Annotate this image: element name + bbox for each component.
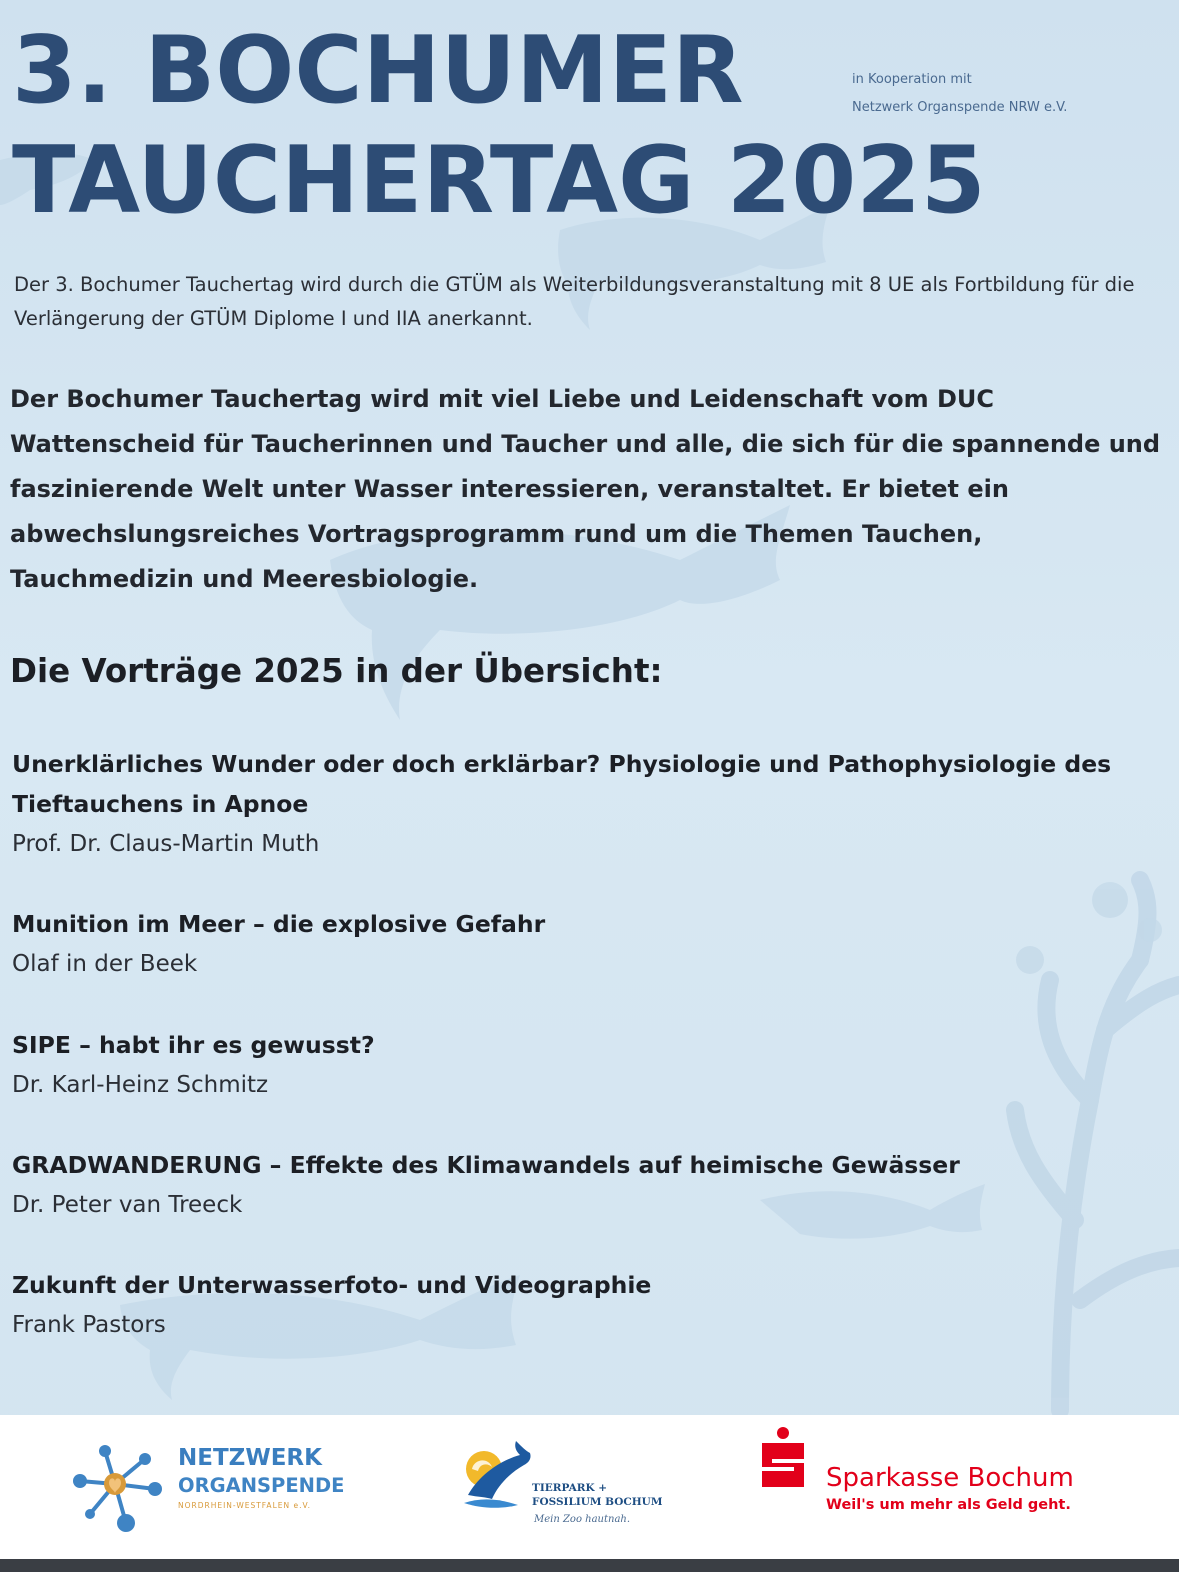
talk-title: Unerklärliches Wunder oder doch erklärbar? Physiologie und Pathophysiologie des Tieftauchens in Apnoe (12, 750, 1112, 818)
intro-paragraph: Der 3. Bochumer Tauchertag wird durch die GTÜM als Weiterbildungsveranstaltung mit 8 UE als Fortbildung für die Verlängerung der GTÜM Diplome I und IIA anerkannt. (14, 273, 1135, 330)
description-paragraph: Der Bochumer Tauchertag wird mit viel Liebe und Leidenschaft vom DUC Wattenscheid für Taucherinnen und Taucher und alle, die sich für die spannende und faszinierende Welt unter Wasser interessieren, veranstaltet. Er bietet ein abwechslungsreiches Vortragsprogramm rund um die Themen Tauchen, Tauchmedizin und Meeresbiologie. (10, 385, 1161, 593)
tierpark-slogan: Mein Zoo hautnah. (534, 1514, 631, 1525)
bottom-strip (0, 1559, 1179, 1572)
dolphin-sun-icon (458, 1433, 538, 1513)
page-title-line2: TAUCHERTAG 2025 (12, 126, 986, 234)
talk-item (12, 744, 1162, 864)
cooperation-line1: in Kooperation mit (852, 72, 972, 87)
sparkasse-slogan: Weil's um mehr als Geld geht. (826, 1497, 1071, 1513)
talk-title: Zukunft der Unterwasserfoto- und Videographie (12, 1271, 652, 1299)
tierpark-label-line1: TIERPARK + (532, 1482, 608, 1494)
talks-heading: Die Vorträge 2025 in der Übersicht: (10, 652, 663, 690)
netzwerk-label-line3: NORDRHEIN-WESTFALEN e.V. (178, 1501, 312, 1510)
netzwerk-label-line2: ORGANSPENDE (178, 1474, 345, 1497)
talk-title: SIPE – habt ihr es gewusst? (12, 1031, 375, 1059)
talk-speaker: Frank Pastors (12, 1312, 166, 1338)
sponsor-tierpark-fossilium (458, 1433, 718, 1543)
tierpark-label-line2: FOSSILIUM BOCHUM (532, 1496, 663, 1508)
talk-speaker: Dr. Peter van Treeck (12, 1192, 243, 1218)
talk-item (12, 1265, 1162, 1345)
talk-speaker: Olaf in der Beek (12, 951, 198, 977)
talk-speaker: Dr. Karl-Heinz Schmitz (12, 1072, 269, 1098)
cooperation-note (852, 66, 1067, 122)
netzwerk-label-line1: NETZWERK (178, 1445, 322, 1471)
sponsor-netzwerk-organspende (60, 1439, 380, 1539)
talk-item (12, 1145, 1162, 1225)
molecule-network-icon (60, 1439, 170, 1539)
sparkasse-name: Sparkasse Bochum (826, 1463, 1074, 1493)
talk-title: GRADWANDERUNG – Effekte des Klimawandels auf heimische Gewässer (12, 1151, 960, 1179)
talk-title: Munition im Meer – die explosive Gefahr (12, 910, 546, 938)
sparkasse-s-icon (758, 1427, 808, 1489)
talk-item (12, 1025, 1162, 1105)
cooperation-line2: Netzwerk Organspende NRW e.V. (852, 100, 1068, 115)
page-title-line1: 3. BOCHUMER (12, 16, 744, 124)
sponsor-bar (0, 1415, 1179, 1559)
talk-speaker: Prof. Dr. Claus-Martin Muth (12, 831, 320, 857)
talk-item (12, 904, 1162, 984)
sponsor-sparkasse-bochum (758, 1427, 1138, 1537)
